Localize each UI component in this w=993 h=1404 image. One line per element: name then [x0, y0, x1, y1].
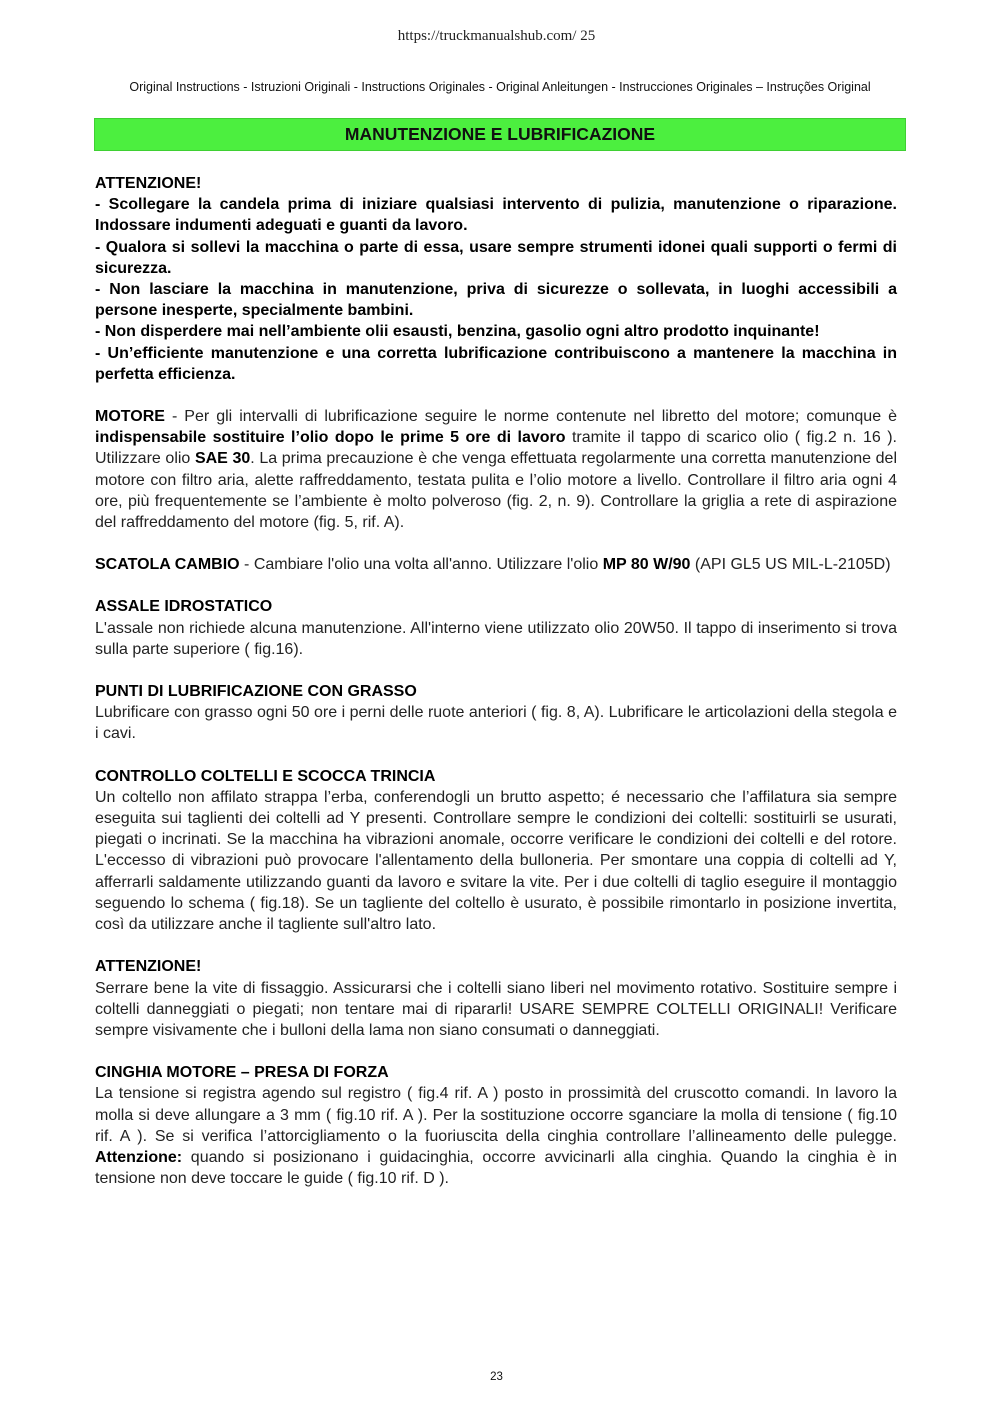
coltelli-text: Un coltello non affilato strappa l’erba, conferendogli un brutto aspetto; é necessario che l’affilatura sia sempre eseguita sui taglienti dei coltelli ad Y presenti. Controllare sempre le condizioni dei coltelli: sostituirli se usurati, piegati o incrinati. Se la macchina ha vibrazioni anomale, occorre verificare le condizioni dei coltelli e del rotore. L'eccesso di vibrazioni può provocare l'allentamento della bulloneria. Per smontare una coppia di coltelli ad Y, afferrarli saldamente utilizzando guanti da lavoro e svitare la vite. Per i due coltelli di taglio eseguire il montaggio seguendo lo schema ( fig.18). Se un tagliente del coltello è usurato, è possibile rimontarlo in posizione invertita, così da utilizzare anche il tagliente sull'altro lato. [95, 788, 897, 934]
warning-line: - Qualora si sollevi la macchina o parte di essa, usare sempre strumenti idonei quali supporti o fermi di sicurezza. [95, 238, 897, 277]
section-cinghia-motore [95, 1062, 897, 1189]
cinghia-text: quando si posizionano i guidacinghia, occorre avvicinarli alla cinghia. Quando la cinghia è in tensione non deve toccare le guide ( fig.10 rif. D ). [95, 1148, 897, 1188]
motore-paragraph [95, 406, 897, 533]
attenzione2-text: Serrare bene la vite di fissaggio. Assicurarsi che i coltelli siano liberi nel movimento rotativo. Sostituire sempre i coltelli danneggiati o piegati; non tentare mai di ripararli! USARE SEMPRE COLTELLI ORIGINALI! Verificare sempre visivamente che i bulloni della lama non siano consumati o danneggiati. [95, 979, 897, 1039]
cinghia-attention-label: Attenzione: [95, 1148, 183, 1166]
grasso-heading: PUNTI DI LUBRIFICAZIONE CON GRASSO [95, 683, 417, 701]
motore-oil-grade: SAE 30 [194, 450, 251, 468]
cambio-oil-grade: MP 80 W/90 [602, 556, 691, 574]
motore-text: . La prima precauzione è che venga effettuata regolarmente una corretta manutenzione del motore con filtro aria, alette raffreddamento, testata pulita e l’olio motore a livello. Controllare il filtro aria ogni 4 ore, più frequentemente se l’ambiente è molto polveroso (fig. 2, n. 9). Controllare la griglia a rete di aspirazione del raffreddamento del motore (fig. 5, rif. A). [95, 450, 898, 532]
cinghia-text: La tensione si registra agendo sul registro ( fig.4 rif. A ) posto in prossimità del cruscotto comandi. In lavoro la molla si deve allungare a 3 mm ( fig.10 rif. A ). Per la sostituzione occorre sganciare la molla di tensione ( fig.10 rif. A ). Se si verifica l’attorcigliamento o la fuoriuscita della cinghia controllare l’allineamento delle pulegge. [95, 1085, 897, 1145]
coltelli-heading: CONTROLLO COLTELLI E SCOCCA TRINCIA [95, 767, 436, 785]
section-assale-idrostatico [95, 596, 897, 660]
motore-emphasis: indispensabile sostituire l’olio dopo le prime 5 ore di lavoro [95, 429, 566, 447]
attenzione2-heading: ATTENZIONE! [95, 958, 202, 976]
document-subheader: Original Instructions - Istruzioni Originali - Instructions Originales - Original Anleitungen - Instrucciones Originales – Instruções Original [129, 80, 871, 94]
motore-text: tramite il tappo di scarico olio ( fig.2 n. 16 ). Utilizzare olio [95, 429, 897, 468]
cambio-label: SCATOLA CAMBIO [95, 556, 240, 574]
warning-line: - Non disperdere mai nell’ambiente olii esausti, benzina, gasolio ogni altro prodotto inquinante! [95, 323, 820, 341]
page-number: 23 [490, 1371, 503, 1383]
warning-line: - Scollegare la candela prima di iniziare qualsiasi intervento di pulizia, manutenzione o riparazione. Indossare indumenti adeguati e guanti da lavoro. [95, 196, 897, 235]
cinghia-paragraph [95, 1083, 897, 1189]
cambio-paragraph [95, 554, 897, 575]
section-scatola-cambio [95, 554, 897, 575]
motore-label: MOTORE [95, 408, 165, 426]
section-controllo-coltelli [95, 766, 897, 936]
cinghia-heading: CINGHIA MOTORE – PRESA DI FORZA [95, 1064, 389, 1082]
cambio-text: (API GL5 US MIL-L-2105D) [690, 556, 891, 574]
section-attenzione-coltelli [95, 956, 897, 1041]
assale-text: L'assale non richiede alcuna manutenzione. All'interno viene utilizzato olio 20W50. Il tappo di inserimento si trova sulla parte superiore ( fig.16). [95, 619, 897, 658]
section-lubrificazione-grasso [95, 681, 897, 745]
motore-text: - Per gli intervalli di lubrificazione seguire le norme contenute nel libretto del motore; comunque è [164, 408, 897, 426]
warning-heading: ATTENZIONE! [95, 175, 202, 192]
grasso-text: Lubrificare con grasso ogni 50 ore i perni delle ruote anteriori ( fig. 8, A). Lubrificare le articolazioni della stegola e i cavi. [95, 704, 897, 743]
warning-line: - Non lasciare la macchina in manutenzione, priva di sicurezze o sollevata, in luoghi accessibili a persone inesperte, specialmente bambini. [95, 281, 897, 320]
safety-warning-block [95, 173, 897, 385]
section-title-banner: MANUTENZIONE E LUBRIFICAZIONE [94, 118, 906, 151]
page-body [95, 173, 897, 1210]
source-url-header: https://truckmanualshub.com/ 25 [397, 28, 596, 44]
section-motore [95, 406, 897, 533]
warning-line: - Un’efficiente manutenzione e una corretta lubrificazione contribuiscono a mantenere la macchina in perfetta efficienza. [95, 344, 897, 383]
assale-heading: ASSALE IDROSTATICO [95, 598, 273, 616]
cambio-text: - Cambiare l'olio una volta all'anno. Utilizzare l'olio [239, 556, 603, 574]
